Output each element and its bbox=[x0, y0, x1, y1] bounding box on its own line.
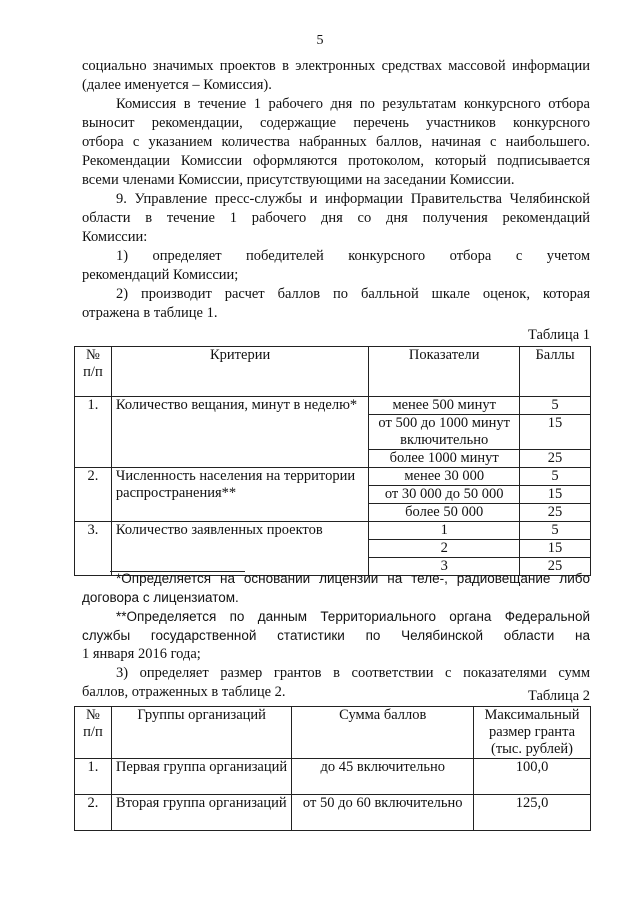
table-cell: Численность населения на территории распространения** bbox=[111, 468, 368, 522]
paragraph: баллов, отраженных в таблице 2. bbox=[82, 684, 286, 700]
table1-header-indicators: Показатели bbox=[369, 347, 520, 397]
page-number: 5 bbox=[316, 33, 324, 48]
footnote: 1 января 2016 года; bbox=[82, 646, 201, 662]
table-cell: от 30 000 до 50 000 bbox=[369, 486, 520, 504]
table-cell: 25 bbox=[520, 558, 591, 576]
table-cell: 5 bbox=[520, 468, 591, 486]
paragraph: 3) определяет размер грантов в соответствии с показателями сумм bbox=[116, 665, 590, 681]
table-cell: 125,0 bbox=[474, 795, 591, 831]
table-cell: менее 500 минут bbox=[369, 397, 520, 415]
paragraph: 2) производит расчет баллов по балльной шкале оценок, которая bbox=[116, 286, 590, 302]
table-cell: 25 bbox=[520, 504, 591, 522]
table2-header-sum: Сумма баллов bbox=[292, 707, 474, 759]
paragraph: отбора с указанием количества набранных баллов, начиная с наибольшего. bbox=[82, 134, 590, 150]
table2-header-number: № п/п bbox=[75, 707, 112, 759]
paragraph: Комиссии: bbox=[82, 229, 148, 245]
table1-header-criteria: Критерии bbox=[111, 347, 368, 397]
table-cell: 1 bbox=[369, 522, 520, 540]
paragraph: рекомендаций Комиссии; bbox=[82, 267, 239, 283]
table2-caption: Таблица 2 bbox=[527, 688, 590, 704]
paragraph: 1) определяет победителей конкурсного отбора с учетом bbox=[116, 248, 590, 264]
table-cell: 100,0 bbox=[474, 759, 591, 795]
footnote: службы государственной статистики по Челябинской области на bbox=[82, 628, 590, 643]
table2-header-groups: Группы организаций bbox=[111, 707, 292, 759]
table-cell: Вторая группа организаций bbox=[111, 795, 292, 831]
table-cell: 1. bbox=[75, 759, 112, 795]
table-cell: 3. bbox=[75, 522, 112, 576]
table-cell: Количество вещания, минут в неделю* bbox=[111, 397, 368, 468]
table-cell: 15 bbox=[520, 415, 591, 450]
paragraph: 9. Управление пресс-службы и информации Правительства Челябинской bbox=[116, 191, 590, 207]
footnote: **Определяется по данным Территориального органа Федеральной bbox=[116, 609, 590, 624]
table1 bbox=[74, 346, 591, 576]
table-cell: 2. bbox=[75, 795, 112, 831]
table-cell: 5 bbox=[520, 397, 591, 415]
table-cell: 15 bbox=[520, 540, 591, 558]
table-cell: более 50 000 bbox=[369, 504, 520, 522]
table-cell: 1. bbox=[75, 397, 112, 468]
paragraph: Комиссия в течение 1 рабочего дня по результатам конкурсного отбора bbox=[116, 96, 590, 112]
table-cell: Первая группа организаций bbox=[111, 759, 292, 795]
table-cell: 2. bbox=[75, 468, 112, 522]
table1-header-points: Баллы bbox=[520, 347, 591, 397]
table-cell: от 50 до 60 включительно bbox=[292, 795, 474, 831]
table-cell: 2 bbox=[369, 540, 520, 558]
table-cell: 15 bbox=[520, 486, 591, 504]
paragraph: выносит рекомендации, содержащие перечень участников конкурсного bbox=[82, 115, 590, 131]
table-cell: менее 30 000 bbox=[369, 468, 520, 486]
table-cell: более 1000 минут bbox=[369, 450, 520, 468]
paragraph: Рекомендации Комиссии оформляются протоколом, который подписывается bbox=[82, 153, 590, 169]
table-cell: 25 bbox=[520, 450, 591, 468]
paragraph: социально значимых проектов в электронных средствах массовой информации bbox=[82, 58, 590, 74]
table-cell: до 45 включительно bbox=[292, 759, 474, 795]
paragraph: всеми членами Комиссии, присутствующими на заседании Комиссии. bbox=[82, 172, 515, 188]
footnote: *Определяется на основании лицензии на теле-, радиовещание либо bbox=[116, 571, 590, 586]
table-cell: от 500 до 1000 минут включительно bbox=[369, 415, 520, 450]
table2 bbox=[74, 706, 591, 831]
footnote: договора с лицензиатом. bbox=[82, 590, 239, 605]
table2-header-max-grant: Максимальный размер гранта (тыс. рублей) bbox=[474, 707, 591, 759]
table-cell: 5 bbox=[520, 522, 591, 540]
table1-caption: Таблица 1 bbox=[527, 327, 590, 343]
paragraph: области в течение 1 рабочего дня со дня получения рекомендаций bbox=[82, 210, 590, 226]
table-cell: 3 bbox=[369, 558, 520, 576]
paragraph: отражена в таблице 1. bbox=[82, 305, 218, 321]
table-cell: Количество заявленных проектов bbox=[111, 522, 368, 576]
table1-header-number: № п/п bbox=[75, 347, 112, 397]
paragraph: (далее именуется – Комиссия). bbox=[82, 77, 272, 93]
